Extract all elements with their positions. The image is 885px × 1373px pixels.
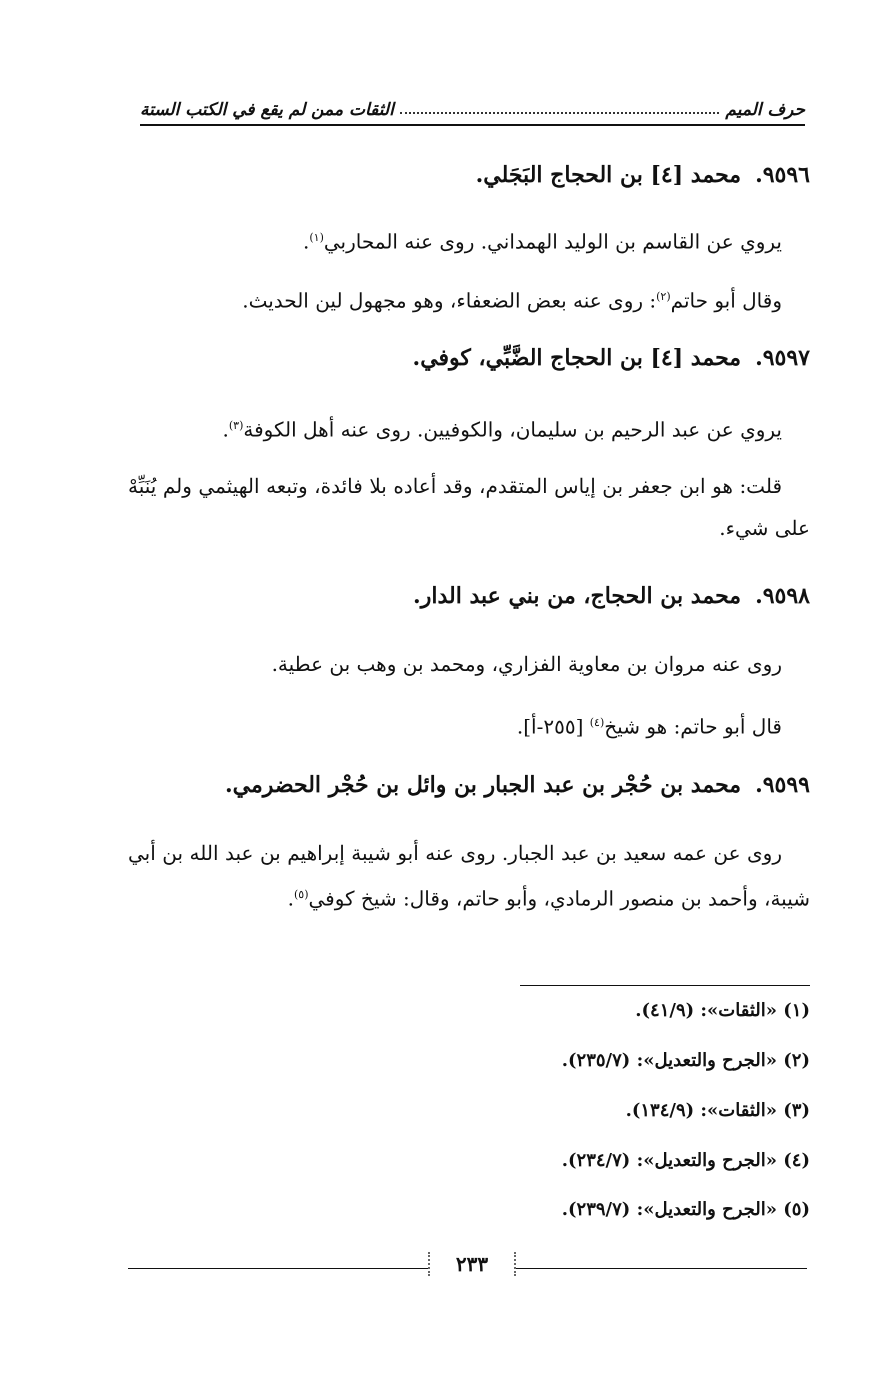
paragraph-text: يروي عن القاسم بن الوليد الهمداني. روى عنه المحاربي [323,229,782,254]
footnote-ref: (١) [309,231,324,244]
entry-9598-title [140,583,810,609]
entry-name: محمد [٤] بن الحجاج البَجَلي. [475,162,742,188]
header-chapter: حرف الميم [725,100,805,120]
entry-number: ٩٥٩٦. [755,162,810,188]
header-dots [400,112,720,114]
entry-number: ٩٥٩٧. [755,345,810,371]
footnote-ref: (٤) [589,716,605,729]
paragraph-text: : روى عنه بعض الضعفاء، وهو مجهول لين الحديث. [242,288,657,313]
entry-number: ٩٥٩٨. [755,583,810,609]
entry-9599-title [140,772,810,798]
footnote-4: (٤) «الجرح والتعديل»: (٢٣٤/٧). [561,1150,810,1171]
footnote-ref: (٥) [293,888,309,901]
footnote-1: (١) «الثقات»: (٤١/٩). [635,1000,810,1021]
entry-9599-text-1 [128,832,810,920]
paragraph-text: قلت: هو ابن جعفر بن إياس المتقدم، وقد أعاده بلا فائدة، وتبعه الهيثمي ولم يُنَبِّهْ على شيء. [128,474,810,540]
page-number: ٢٣٣ [428,1252,516,1276]
entry-9596-title [140,162,810,188]
footnote-2: (٢) «الجرح والتعديل»: (٢٣٥/٧). [561,1050,810,1071]
entry-9597-text-2 [128,465,810,549]
entry-number: ٩٥٩٩. [755,772,810,798]
paragraph-text: يروي عن عبد الرحيم بن سليمان، والكوفيين. روى عنه أهل الكوفة [243,417,782,442]
entry-9597-title [140,345,810,371]
entry-9598-text-1 [128,643,810,685]
footnote-separator [520,985,810,986]
entry-9598-text-2 [128,702,810,748]
entry-name: محمد بن الحجاج، من بني عبد الدار. [413,583,742,609]
entry-name: محمد [٤] بن الحجاج الضَّبِّي، كوفي. [412,345,742,371]
paragraph-text: قال أبو حاتم: هو شيخ [604,714,782,739]
paragraph-text: روى عنه مروان بن معاوية الفزاري، ومحمد بن وهب بن عطية. [271,652,782,676]
paragraph-text: روى عن عمه سعيد بن عبد الجبار. روى عنه أبو شيبة إبراهيم بن عبد الله بن أبي شيبة، وأحمد بن منصور الرمادي، وأبو حاتم، وقال: شيخ كوفي [128,841,810,911]
footnote-ref: (٢) [656,290,671,303]
paragraph-text: وقال أبو حاتم [670,288,782,313]
footnote-5: (٥) «الجرح والتعديل»: (٢٣٩/٧). [561,1199,810,1220]
entry-name: محمد بن حُجْر بن عبد الجبار بن وائل بن حُجْر الحضرمي. [225,772,742,798]
entry-9596-text-1: يروي عن القاسم بن الوليد الهمداني. روى عنه المحاربي$^{(١)}$. [303,229,782,254]
footnote-ref: (٣) [228,419,244,432]
footnote-3: (٣) «الثقات»: (١٣٤/٩). [625,1100,810,1121]
entry-9597-text-1: يروي عن عبد الرحيم بن سليمان، والكوفيين. روى عنه أهل الكوفة$^{(٣)}$. [222,417,782,442]
running-header [140,100,805,126]
paragraph-text: . [287,886,294,911]
paragraph-text: [٢٥٥-أ]. [516,714,590,739]
entry-9596-text-2 [128,276,810,322]
header-book-title: الثقات ممن لم يقع في الكتب الستة [140,100,394,120]
